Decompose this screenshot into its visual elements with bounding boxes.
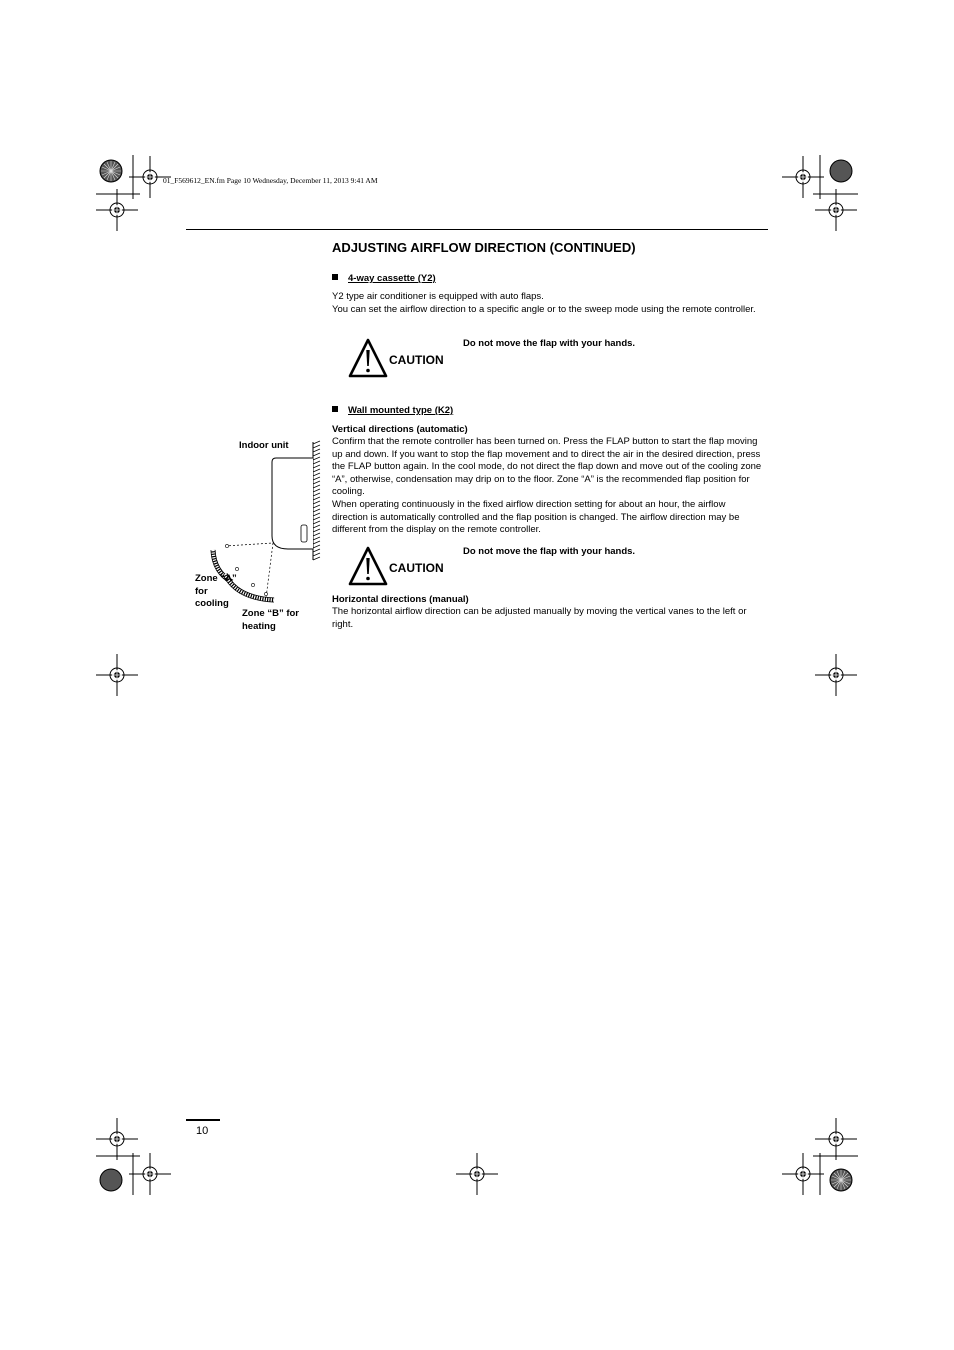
registration-mark-top-right	[782, 155, 858, 231]
cassette-line: Y2 type air conditioner is equipped with auto flaps.	[332, 291, 544, 302]
cassette-heading-row	[332, 268, 436, 286]
wall-caution-text: Do not move the flap with your hands.	[463, 546, 636, 557]
caution-triangle-icon	[350, 548, 386, 584]
caution-triangle-icon	[350, 340, 386, 376]
horizontal-directions-text	[332, 606, 762, 631]
horizontal-paragraph: The horizontal airflow direction can be adjusted manually by moving the vertical vanes to the left or right.	[332, 606, 747, 630]
cassette-description	[332, 291, 762, 316]
cassette-heading: 4-way cassette (Y2)	[348, 273, 436, 284]
registration-mark-bottom-right	[782, 1118, 858, 1195]
registration-mark-bottom-center	[456, 1153, 498, 1195]
bullet-square-icon	[332, 274, 338, 280]
registration-mark-mid-left	[96, 654, 138, 696]
bullet-square-icon	[332, 406, 338, 412]
print-file-info: 01_F569612_EN.fm Page 10 Wednesday, December 11, 2013 9:41 AM	[163, 176, 378, 185]
zone-b-label: Zone “B” for heating	[242, 608, 299, 632]
registration-mark-mid-right	[815, 654, 857, 696]
indoor-unit-label: Indoor unit	[239, 440, 289, 451]
page-number: 10	[196, 1125, 209, 1137]
cassette-line: You can set the airflow direction to a specific angle or to the sweep mode using the remote controller.	[332, 303, 756, 315]
section-title: ADJUSTING AIRFLOW DIRECTION (CONTINUED)	[332, 240, 636, 255]
footer-rule	[186, 1119, 220, 1121]
header-rule	[186, 229, 768, 230]
wall-heading-row	[332, 400, 453, 418]
wall-caution-label: CAUTION	[389, 561, 444, 575]
registration-mark-bottom-left	[96, 1118, 171, 1195]
horizontal-directions-heading: Horizontal directions (manual)	[332, 594, 469, 605]
vertical-paragraph: Confirm that the remote controller has been turned on. Press the FLAP button to start the flap moving up and down. If you want to stop the flap movement and to direct the air in the desired direction, press the FLAP button again. In the cool mode, do not direct the flap down and move out of the cooling zone “A”, otherwise, condensation may drip on to the floor. Zone “A” is the recommended flap position for cooling.	[332, 436, 762, 498]
cassette-caution-label: CAUTION	[389, 353, 444, 367]
zone-a-label: Zone “A” for cooling	[195, 573, 237, 609]
vertical-directions-heading: Vertical directions (automatic)	[332, 424, 468, 435]
wall-heading: Wall mounted type (K2)	[348, 405, 454, 416]
vertical-paragraph: When operating continuously in the fixed airflow direction setting for about an hour, the airflow direction is automatically controlled and the flap position is changed. The airflow direction may be different from the display on the remote controller.	[332, 498, 740, 536]
registration-mark-top-left	[96, 155, 171, 231]
cassette-caution-text: Do not move the flap with your hands.	[463, 338, 636, 349]
vertical-directions-text	[332, 436, 762, 537]
